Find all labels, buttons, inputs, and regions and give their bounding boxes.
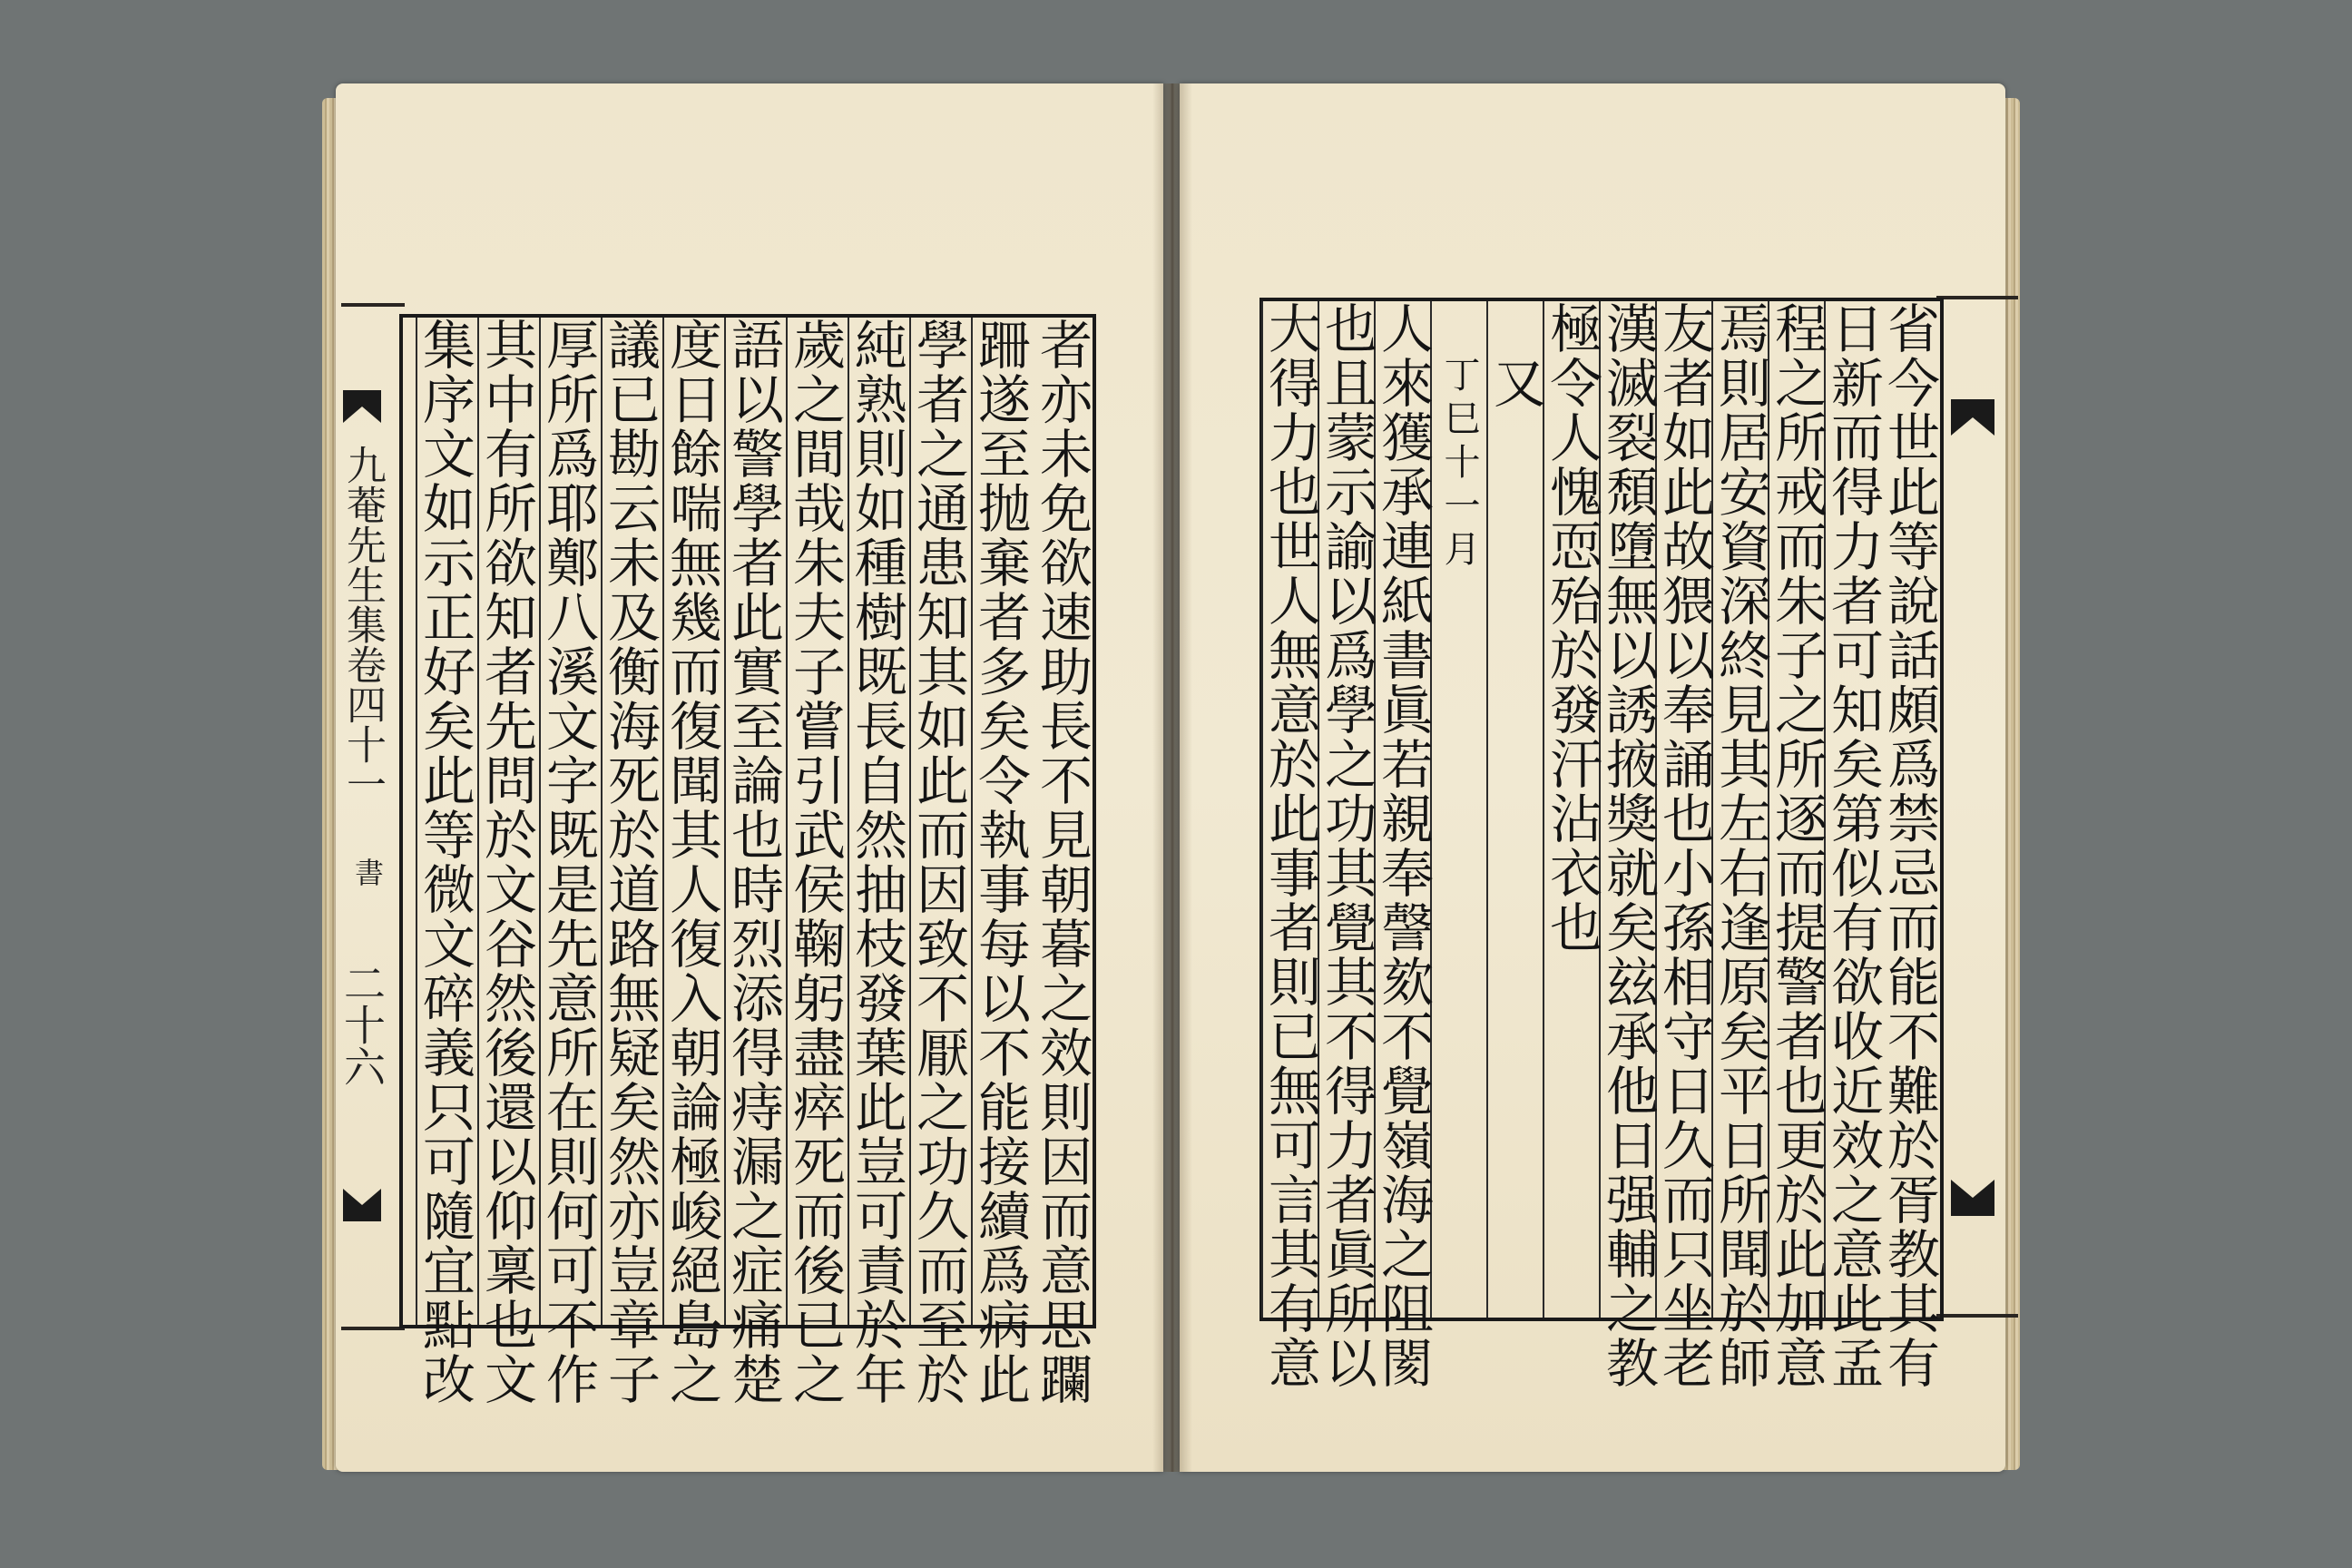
text-column: 議已勘云未及衡海死於道路無疑矣然亦豈章子 (599, 318, 661, 1406)
letter-date: 丁巳十一月 (1430, 301, 1486, 1318)
text-column: 極令人愧恧殆於發汗沾衣也 (1543, 301, 1599, 1318)
binding-thread (341, 1327, 405, 1330)
text-column: 度日餘喘無幾而復聞其人復入朝論極峻絕島之 (661, 318, 722, 1406)
text-column: 焉則居安資深終見其左右逢原矣平日所聞於師 (1710, 301, 1771, 1390)
text-column: 友者如此故猥以奉誦也小孫相守日久而只坐老 (1653, 301, 1715, 1390)
fishtail-ornament-icon (343, 1189, 381, 1221)
text-column: 人來獲承連紙書眞若親奉謦欬不覺嶺海之阻閡 (1372, 301, 1434, 1390)
text-column: 省今世此等說話頗爲禁忌而能不難於胥教其有 (1878, 301, 1940, 1390)
text-column: 也且蒙示諭以爲學之功其覺其不得力者眞所以 (1316, 301, 1377, 1390)
fishtail-ornament-icon (1951, 1180, 1994, 1216)
fishtail-ornament-icon (1951, 399, 1994, 436)
text-column: 純熟則如種樹既長自然抽枝發葉此豈可責於年 (846, 318, 907, 1406)
text-column: 者亦未免欲速助長不見朝暮之效則因而意思躝 (1031, 318, 1093, 1406)
binding-thread (1936, 1314, 2018, 1318)
text-column: 歲之間哉朱夫子嘗引武侯鞠躬盡瘁死而後已之 (784, 318, 846, 1406)
text-column: 厚所爲耶鄭八溪文字既是先意所在則何可不作 (537, 318, 599, 1406)
book-gutter (1152, 83, 1192, 1472)
text-column: 程之所戒而朱子之所逐而提警者也更於此加意 (1766, 301, 1828, 1390)
fold-section-label: 書 (350, 858, 385, 887)
left-text-frame (399, 314, 1096, 1406)
text-column: 其中有所欲知者先問於文谷然後還以仰稟也文 (475, 318, 537, 1406)
text-column: 大得力也世人無意於此事者則已無可言其有意 (1259, 301, 1321, 1390)
section-heading: 又 (1486, 301, 1543, 1318)
text-column: 語以警學者此實至論也時烈添得痔漏之症痛楚 (722, 318, 784, 1406)
right-text-frame (1259, 298, 1944, 1390)
fishtail-ornament-icon (343, 390, 381, 423)
text-column: 漢滅裂頹墮無以誘掖獎就矣玆承他日强輔之教 (1597, 301, 1659, 1390)
text-column: 集序文如示正好矣此等微文碎義只可隨宜點改 (414, 318, 475, 1406)
binding-thread (1936, 296, 2018, 299)
text-column: 跚遂至抛棄者多矣令執事每以不能接續爲病此 (969, 318, 1031, 1406)
fold-page-number: 二十六 (338, 962, 387, 1087)
fold-book-title: 九菴先生集卷四十一 (339, 445, 386, 804)
fold-centre-strip (338, 390, 387, 1171)
text-column: 學者之通患知其如此而因致不厭之功久而至於 (907, 318, 969, 1406)
text-column: 日新而得力者可知矣第似有欲收近效之意此孟 (1822, 301, 1884, 1390)
binding-thread (341, 303, 405, 307)
